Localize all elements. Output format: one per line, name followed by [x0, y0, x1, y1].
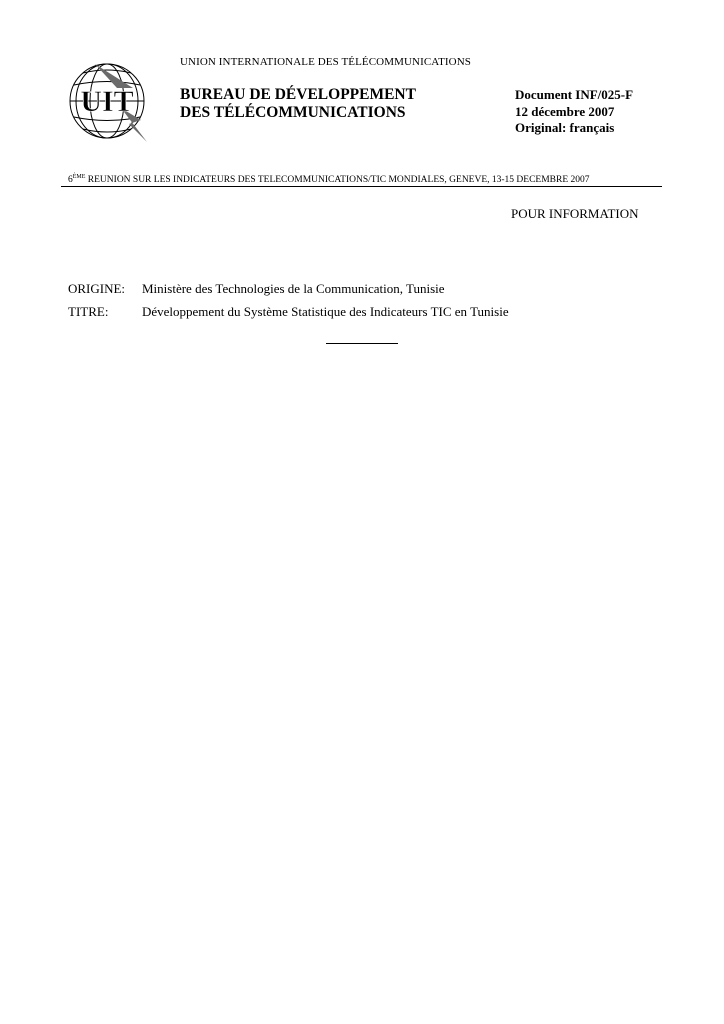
title-value: Développement du Système Statistique des Indicateurs TIC en Tunisie — [142, 304, 509, 319]
bureau-title-line-1: BUREAU DE DÉVELOPPEMENT — [180, 86, 416, 103]
origin-value: Ministère des Technologies de la Communication, Tunisie — [142, 281, 445, 296]
document-info — [515, 87, 633, 137]
itu-globe-logo-icon — [63, 58, 153, 150]
document-purpose: POUR INFORMATION — [511, 206, 639, 221]
header-divider — [61, 186, 662, 187]
document-original-language: Original: français — [515, 120, 615, 135]
bureau-title — [180, 86, 416, 122]
document-number: Document INF/025-F — [515, 87, 634, 102]
meeting-title-text: REUNION SUR LES INDICATEURS DES TELECOMMUNICATIONS/TIC MONDIALES, GENEVE, 13-15 DECEMBRE 2007 — [85, 175, 590, 185]
title-label: TITRE: — [68, 304, 109, 319]
logo-text: UIT — [80, 85, 134, 118]
bureau-title-line-2: DES TÉLÉCOMMUNICATIONS — [180, 104, 406, 121]
document-date: 12 décembre 2007 — [515, 103, 615, 119]
end-separator — [326, 343, 398, 344]
meeting-title — [68, 174, 590, 185]
meeting-ordinal-suffix: ÈME — [72, 174, 86, 180]
origin-row — [68, 281, 445, 297]
meeting-ordinal: 6 — [68, 175, 73, 185]
organization-name: UNION INTERNATIONALE DES TÉLÉCOMMUNICATIONS — [180, 56, 471, 68]
origin-label: ORIGINE: — [68, 281, 126, 296]
title-row — [68, 304, 509, 320]
